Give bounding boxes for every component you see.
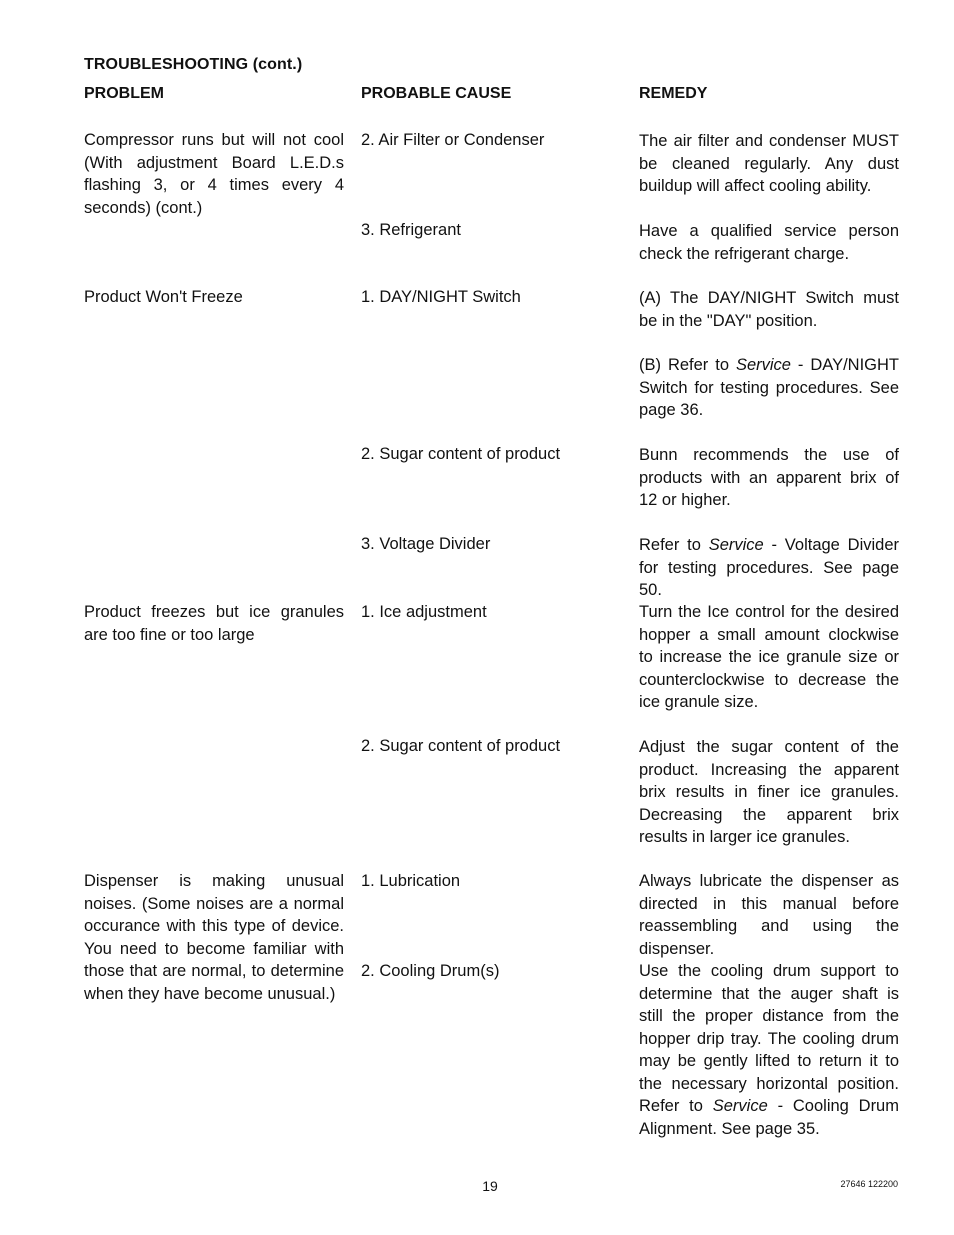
problem-product-wont-freeze: Product Won't Freeze	[84, 288, 243, 306]
cause-air-filter-condenser: 2. Air Filter or Condenser	[361, 131, 545, 149]
cause-cooling-drum: 2. Cooling Drum(s)	[361, 962, 500, 980]
remedy-refrigerant-charge: Have a qualified service person check the refrigerant charge.	[639, 222, 899, 263]
remedy-switch-day-position: (A) The DAY/NIGHT Switch must be in the "DAY" position.	[639, 289, 899, 330]
problem-ice-granule-size: Product freezes but ice granules are too fine or too large	[84, 603, 344, 644]
remedy-lubricate: Always lubricate the dispenser as directed in this manual before reassembling and using the dispenser.	[639, 872, 899, 958]
remedy-text-pre: (B) Refer to	[639, 356, 736, 374]
cause-lubrication: 1. Lubrication	[361, 872, 461, 890]
problem-unusual-noises: Dispenser is making unusual noises. (Some noises are a normal occurance with this type of device. You need to become familiar with those that are normal, to determine when they have become unusual.)	[84, 872, 344, 1003]
column-header-problem: PROBLEM	[84, 85, 164, 102]
document-code: 27646 122200	[840, 1179, 898, 1189]
remedy-text-service: Service	[712, 1097, 768, 1115]
remedy-ice-control: Turn the Ice control for the desired hopper a small amount clockwise to increase the ice granule size or counterclockwise to decrease the ice granule size.	[639, 603, 899, 711]
cause-refrigerant: 3. Refrigerant	[361, 221, 461, 239]
problem-compressor-not-cool: Compressor runs but will not cool (With adjustment Board L.E.D.s flashing 3, or 4 times every 4 seconds) (cont.)	[84, 131, 344, 217]
cause-sugar-content: 2. Sugar content of product	[361, 445, 561, 463]
remedy-text-post: - Cooling Drum Alignment. See page 35.	[639, 1097, 899, 1138]
page-number: 19	[482, 1178, 498, 1194]
remedy-cooling-drum	[639, 960, 899, 1140]
remedy-switch-testing	[639, 354, 899, 422]
remedy-brix-recommendation: Bunn recommends the use of products with an apparent brix of 12 or higher.	[639, 446, 899, 509]
column-header-remedy: REMEDY	[639, 85, 708, 102]
remedy-text-pre: Refer to	[639, 536, 709, 554]
section-heading: TROUBLESHOOTING (cont.)	[84, 56, 303, 73]
cause-ice-adjustment: 1. Ice adjustment	[361, 603, 487, 621]
remedy-text-post: - Voltage Divider for testing procedures. See page 50.	[639, 536, 899, 599]
column-header-probable-cause: PROBABLE CAUSE	[361, 85, 512, 102]
remedy-clean-filter: The air filter and condenser MUST be cleaned regularly. Any dust buildup will affect cooling ability.	[639, 132, 899, 195]
cause-sugar-content-2: 2. Sugar content of product	[361, 737, 561, 755]
cause-voltage-divider: 3. Voltage Divider	[361, 535, 491, 553]
remedy-text-post: - DAY/NIGHT Switch for testing procedures. See page 36.	[639, 356, 899, 419]
remedy-text-pre: Use the cooling drum support to determine that the auger shaft is still the proper distance from the hopper drip tray. The cooling drum may be gently lifted to return it to the necessary horizontal position. Refer to	[639, 962, 899, 1115]
remedy-text-service: Service	[735, 356, 791, 374]
cause-day-night-switch: 1. DAY/NIGHT Switch	[361, 288, 521, 306]
remedy-text-service: Service	[708, 536, 764, 554]
remedy-adjust-sugar: Adjust the sugar content of the product. Increasing the apparent brix results in finer ice granules. Decreasing the apparent brix results in larger ice granules.	[639, 738, 899, 846]
remedy-voltage-divider	[639, 534, 899, 602]
